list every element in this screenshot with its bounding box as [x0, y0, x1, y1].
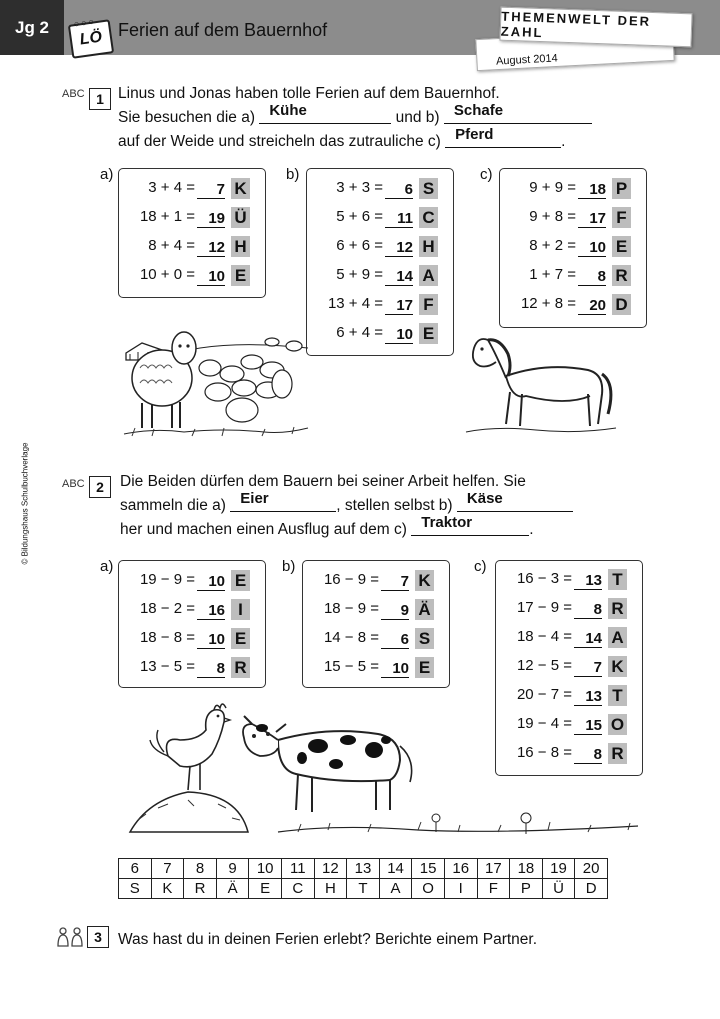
solution-letter: Ä [415, 599, 434, 620]
code-number: 6 [119, 859, 152, 879]
equation-text: 16 − 3 = [516, 570, 572, 587]
answer-field[interactable]: 8 [574, 747, 602, 764]
text-segment: Sie besuchen die a) [118, 109, 256, 126]
code-letter: A [379, 879, 412, 899]
answer-blank[interactable] [457, 490, 573, 512]
equation-row [307, 205, 453, 231]
equation-text: 17 − 9 = [516, 599, 572, 616]
equation-text: 19 − 9 = [139, 571, 195, 588]
equation-row [303, 655, 449, 681]
solution-letter: S [419, 178, 438, 199]
equation-row [307, 263, 453, 289]
solution-letter: E [415, 657, 434, 678]
equation-row [500, 263, 646, 289]
text-segment: . [561, 133, 566, 150]
equation-text: 19 − 4 = [516, 715, 572, 732]
answer-field[interactable]: 7 [381, 574, 409, 591]
code-letter: D [575, 879, 608, 899]
answer-field[interactable]: 6 [385, 182, 413, 199]
text-segment: , stellen selbst b) [336, 497, 453, 514]
code-number: 15 [412, 859, 445, 879]
code-number: 14 [379, 859, 412, 879]
solution-letter: E [231, 628, 250, 649]
code-letter: E [249, 879, 282, 899]
answer-field[interactable]: 13 [574, 573, 602, 590]
equation-text: 12 + 8 = [520, 295, 576, 312]
solution-letter: K [608, 656, 627, 677]
equation-text: 18 − 9 = [323, 600, 379, 617]
code-number: 7 [151, 859, 184, 879]
task-number: 1 [89, 88, 111, 110]
solution-letter: E [231, 265, 250, 286]
answer-field[interactable]: 19 [197, 211, 225, 228]
equation-row [307, 234, 453, 260]
answer-field[interactable]: 17 [578, 211, 606, 228]
code-letter: O [412, 879, 445, 899]
solution-letter: H [231, 236, 250, 257]
equation-text: 14 − 8 = [323, 629, 379, 646]
text-segment: sammeln die a) [120, 497, 226, 514]
answer-field[interactable]: 16 [197, 603, 225, 620]
solution-badge [68, 16, 114, 59]
equation-text: 6 + 4 = [336, 324, 383, 341]
equation-row [500, 176, 646, 202]
equation-text: 16 − 9 = [323, 571, 379, 588]
text-segment: auf der Weide und streicheln das zutrauliche c) [118, 133, 441, 150]
partner-work-icon [56, 926, 84, 948]
exercise-box [118, 168, 266, 298]
equation-text: 20 − 7 = [516, 686, 572, 703]
solution-letter: Ü [231, 207, 250, 228]
exercise-box [302, 560, 450, 688]
solution-letter: A [608, 627, 627, 648]
equation-row [119, 205, 265, 231]
equation-text: 18 + 1 = [139, 208, 195, 225]
code-letter: P [510, 879, 543, 899]
sheep-illustration [122, 318, 310, 440]
solution-letter: C [419, 207, 438, 228]
box-label: a) [100, 166, 114, 183]
code-number: 19 [542, 859, 575, 879]
box-label: c) [480, 166, 493, 183]
equation-text: 9 + 8 = [529, 208, 576, 225]
exercise-box [306, 168, 454, 356]
code-number: 12 [314, 859, 347, 879]
answer-field[interactable]: 17 [385, 298, 413, 315]
farm-illustration [128, 700, 644, 848]
code-letter: H [314, 879, 347, 899]
answer-field[interactable]: 8 [574, 602, 602, 619]
equation-row [496, 567, 642, 593]
answer-field[interactable]: 11 [385, 211, 413, 228]
solution-letter: F [612, 207, 631, 228]
code-number: 17 [477, 859, 510, 879]
hen-illustration [130, 704, 248, 832]
solution-letter: A [419, 265, 438, 286]
equation-text: 18 − 8 = [139, 629, 195, 646]
date-label: August 2014 [495, 52, 559, 68]
answer-field[interactable]: 12 [197, 240, 225, 257]
text-segment: her und machen einen Ausflug auf dem c) [120, 521, 407, 538]
task2-line3 [120, 514, 534, 542]
box-label: b) [282, 558, 296, 575]
solution-letter: K [415, 570, 434, 591]
solution-letter: R [612, 265, 631, 286]
equation-row [119, 568, 265, 594]
code-letter: Ä [216, 879, 249, 899]
answer-field[interactable]: 6 [381, 632, 409, 649]
abc-icon: ABC [62, 478, 85, 490]
notepad-rings-icon: ○○○ [73, 16, 97, 30]
code-letter: Ü [542, 879, 575, 899]
answer-blank[interactable] [445, 126, 561, 148]
equation-text: 13 − 5 = [139, 658, 195, 675]
solution-letter: T [608, 685, 627, 706]
equation-text: 1 + 7 = [529, 266, 576, 283]
answer-field[interactable]: 15 [574, 718, 602, 735]
equation-row [496, 654, 642, 680]
solution-letter: S [415, 628, 434, 649]
equation-text: 8 + 2 = [529, 237, 576, 254]
answer-text: Pferd [455, 126, 494, 143]
code-table [118, 858, 608, 899]
solution-letter: F [419, 294, 438, 315]
answer-field[interactable]: 10 [197, 632, 225, 649]
equation-row [307, 321, 453, 347]
code-number: 11 [281, 859, 314, 879]
task3-text: Was hast du in deinen Ferien erlebt? Berichte einem Partner. [118, 931, 538, 948]
answer-text: Eier [240, 490, 269, 507]
solution-letter: H [419, 236, 438, 257]
task1-line3 [118, 126, 566, 154]
equation-text: 18 − 2 = [139, 600, 195, 617]
exercise-box [118, 560, 266, 688]
equation-row [496, 596, 642, 622]
answer-field[interactable]: 12 [385, 240, 413, 257]
solution-letter: P [612, 178, 631, 199]
solution-letter: R [231, 657, 250, 678]
calf-illustration [243, 716, 412, 812]
solution-letter: R [608, 598, 627, 619]
solution-letter: E [231, 570, 250, 591]
text-segment: und b) [395, 109, 440, 126]
code-letter: S [119, 879, 152, 899]
equation-text: 3 + 3 = [336, 179, 383, 196]
task2-line2 [120, 490, 573, 518]
equation-text: 12 − 5 = [516, 657, 572, 674]
solution-letter: O [608, 714, 627, 735]
code-number: 13 [347, 859, 380, 879]
equation-text: 5 + 9 = [336, 266, 383, 283]
answer-field[interactable]: 10 [197, 574, 225, 591]
table-row [119, 859, 608, 879]
answer-text: Kühe [269, 102, 307, 119]
answer-field[interactable]: 20 [578, 298, 606, 315]
code-number: 8 [184, 859, 217, 879]
theme-label [470, 10, 692, 82]
answer-field[interactable]: 10 [197, 269, 225, 286]
box-label: b) [286, 166, 300, 183]
exercise-box [499, 168, 647, 328]
equation-row [500, 292, 646, 318]
solution-letter: R [608, 743, 627, 764]
grade-badge: Jg 2 [0, 0, 64, 55]
page-title: Ferien auf dem Bauernhof [118, 20, 328, 40]
equation-row [119, 655, 265, 681]
equation-text: 10 + 0 = [139, 266, 195, 283]
equation-row [119, 234, 265, 260]
task1-line2 [118, 102, 592, 130]
equation-text: 18 − 4 = [516, 628, 572, 645]
answer-field[interactable]: 8 [578, 269, 606, 286]
answer-field[interactable]: 10 [381, 661, 409, 678]
text-segment: . [529, 521, 534, 538]
code-number: 20 [575, 859, 608, 879]
solution-letter: D [612, 294, 631, 315]
task-number: 3 [87, 926, 109, 948]
answer-field[interactable]: 10 [385, 327, 413, 344]
code-letter: C [281, 879, 314, 899]
answer-blank[interactable] [411, 514, 529, 536]
equation-row [500, 205, 646, 231]
task-number: 2 [89, 476, 111, 498]
solution-letter: I [231, 599, 250, 620]
answer-field[interactable]: 18 [578, 182, 606, 199]
equation-text: 3 + 4 = [148, 179, 195, 196]
answer-field[interactable]: 14 [385, 269, 413, 286]
pony-illustration [466, 334, 616, 438]
answer-field[interactable]: 7 [197, 182, 225, 199]
task2-line1: Die Beiden dürfen dem Bauern bei seiner Arbeit helfen. Sie [120, 473, 526, 490]
equation-row [119, 176, 265, 202]
equation-row [119, 626, 265, 652]
answer-field[interactable]: 10 [578, 240, 606, 257]
answer-field[interactable]: 13 [574, 689, 602, 706]
code-letter: K [151, 879, 184, 899]
equation-text: 5 + 6 = [336, 208, 383, 225]
answer-text: Traktor [421, 514, 473, 531]
answer-blank[interactable] [230, 490, 336, 512]
equation-text: 16 − 8 = [516, 744, 572, 761]
equation-row [496, 625, 642, 651]
task1-line1: Linus und Jonas haben tolle Ferien auf dem Bauernhof. [118, 85, 500, 102]
box-label: c) [474, 558, 487, 575]
table-row [119, 879, 608, 899]
equation-row [500, 234, 646, 260]
box-label: a) [100, 558, 114, 575]
equation-row [307, 176, 453, 202]
abc-icon: ABC [62, 88, 85, 100]
answer-field[interactable]: 14 [574, 631, 602, 648]
solution-letter: E [419, 323, 438, 344]
answer-text: Schafe [453, 102, 504, 119]
code-letter: R [184, 879, 217, 899]
equation-text: 9 + 9 = [529, 179, 576, 196]
answer-blank[interactable] [259, 102, 391, 124]
code-number: 9 [216, 859, 249, 879]
code-number: 18 [510, 859, 543, 879]
solution-letter: K [231, 178, 250, 199]
theme-title: THEMENWELT DER ZAHL [499, 7, 692, 48]
solution-label: LÖ [78, 28, 104, 49]
equation-row [303, 597, 449, 623]
solution-letter: E [612, 236, 631, 257]
answer-blank[interactable] [444, 102, 592, 124]
answer-field[interactable]: 9 [381, 603, 409, 620]
code-number: 16 [444, 859, 477, 879]
equation-row [307, 292, 453, 318]
copyright-note: © Bildungshaus Schulbuchverlage [20, 442, 30, 565]
equation-row [119, 263, 265, 289]
equation-row [303, 568, 449, 594]
code-letter: F [477, 879, 510, 899]
equation-text: 13 + 4 = [327, 295, 383, 312]
code-number: 10 [249, 859, 282, 879]
answer-text: Käse [466, 490, 503, 507]
answer-field[interactable]: 8 [197, 661, 225, 678]
answer-field[interactable]: 7 [574, 660, 602, 677]
equation-row [303, 626, 449, 652]
code-letter: I [444, 879, 477, 899]
equation-text: 15 − 5 = [323, 658, 379, 675]
solution-letter: T [608, 569, 627, 590]
equation-text: 6 + 6 = [336, 237, 383, 254]
code-letter: T [347, 879, 380, 899]
equation-text: 8 + 4 = [148, 237, 195, 254]
equation-row [119, 597, 265, 623]
